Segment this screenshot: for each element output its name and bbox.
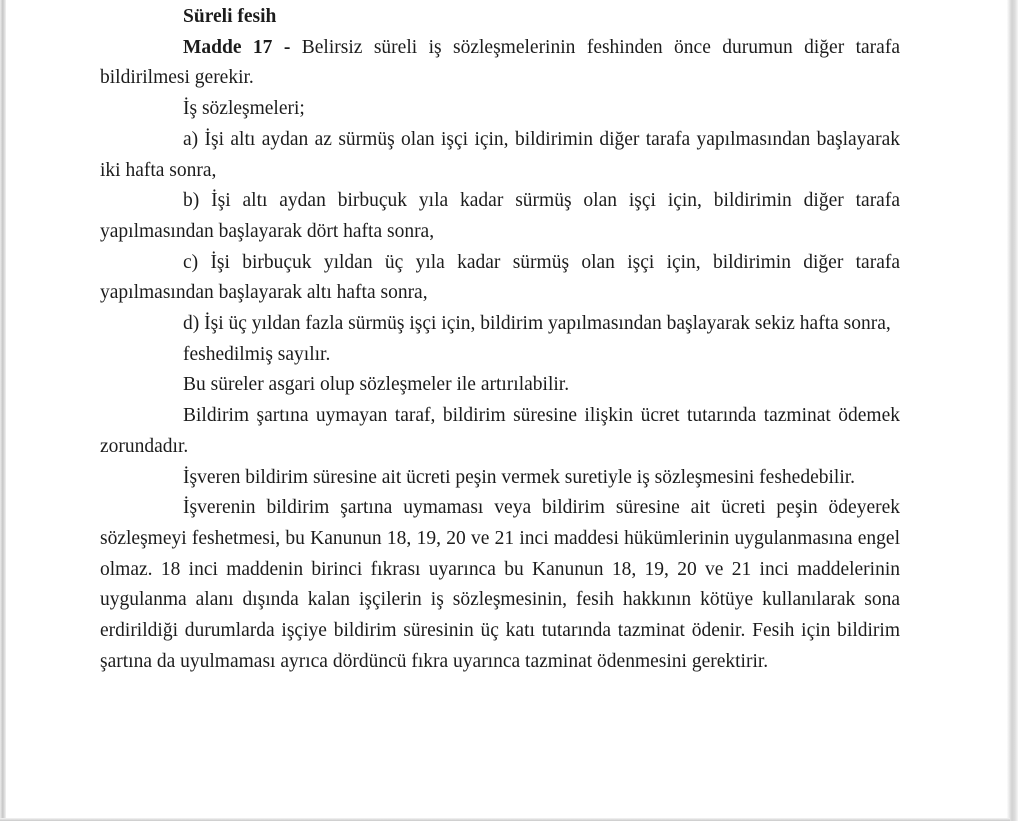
- article-paragraph: [100, 33, 900, 94]
- list-item-b: b) İşi altı aydan birbuçuk yıla kadar sürmüş olan işçi için, bildirimin diğer tarafa yapılmasından başlayarak dört hafta sonra,: [100, 190, 900, 242]
- list-item-a: a) İşi altı aydan az sürmüş olan işçi için, bildirimin diğer tarafa yapılmasından başlayarak iki hafta sonra,: [100, 128, 900, 181]
- paragraph-employer-liability: İşverenin bildirim şartına uymaması veya bildirim süresine ait ücreti peşin ödeyerek sözleşmeyi feshetmesi, bu Kanunun 18, 19, 20 ve 21 inci maddesi hükümlerinin uygulanmasına engel olmaz. 18 inci maddenin birinci fıkrası uyarınca bu Kanunun 18, 19, 20 ve 21 inci maddelerinin uygulanma alanı dışında kalan işçilerin iş sözleşmesinin, fesih hakkının kötüye kullanılarak sona erdirildiği durumlarda işçiye bildirim süresinin üç katı tutarında tazminat ödenir. Fesih için bildirim şartına da uyulmaması ayrıca dördüncü fıkra uyarınca tazminat ödenmesini gerektirir.: [100, 497, 900, 672]
- section-heading: [100, 2, 900, 33]
- paragraph-contracts-intro: İş sözleşmeleri;: [183, 98, 305, 120]
- paragraph-advance-payment: İşveren bildirim süresine ait ücreti peşin vermek suretiyle iş sözleşmesini feshedebilir.: [183, 466, 856, 488]
- article-intro-text: Belirsiz süreli iş sözleşmelerinin feshinden önce durumun diğer tarafa bildirilmesi gerekir.: [100, 36, 900, 89]
- list-item-d: d) İşi üç yıldan fazla sürmüş işçi için, bildirim yapılmasından başlayarak sekiz hafta sonra,: [183, 313, 891, 335]
- page-right-edge: [1007, 0, 1018, 821]
- section-heading-text: Süreli fesih: [183, 6, 277, 27]
- list-item-c: c) İşi birbuçuk yıldan üç yıla kadar sürmüş olan işçi için, bildirimin diğer tarafa yapılmasından başlayarak altı hafta sonra,: [100, 251, 900, 304]
- article-number-label: Madde 17 -: [183, 36, 302, 58]
- paragraph-deemed-terminated: feshedilmiş sayılır.: [183, 343, 331, 365]
- paragraph-minimum-periods: Bu süreler asgari olup sözleşmeler ile artırılabilir.: [183, 374, 570, 396]
- paragraph-notice-compensation: Bildirim şartına uymayan taraf, bildirim süresine ilişkin ücret tutarında tazminat ödemek zorundadır.: [100, 405, 900, 457]
- document-page: [100, 2, 900, 677]
- page-left-edge: [0, 0, 6, 821]
